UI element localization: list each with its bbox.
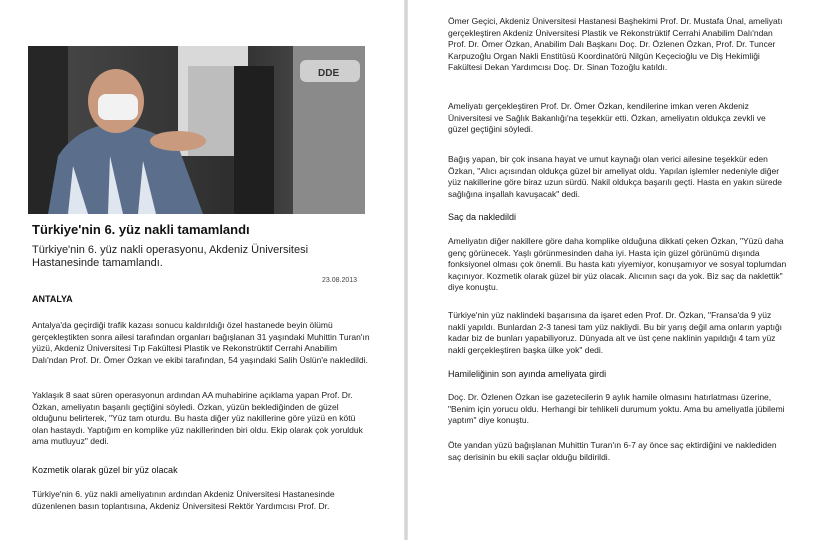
paragraph: Türkiye'nin yüz naklindeki başarısına da işaret eden Prof. Dr. Özkan, "Fransa'da 9 yüz nakli yapıldı. Bunlardan 2-3 tanesi tam yüz nakliydi. Bu bir yarış değil ama onların yaptığı kadar biz de bunları yapabiliyoruz. Dünyada alt ve üst çene naklinin yapıldığı 4 tam yüz nakli gerçekleştiren başka ülke yok" dedi.: [448, 310, 783, 355]
paragraph: Doç. Dr. Özlenen Özkan ise gazetecilerin 9 aylık hamile olmasını hatırlatması üzerine, "Benim için yorucu oldu. Herhangi bir tehlikeli durumum yoktu. Ama bu ameliyatla jübilemi yaptım" diye konuştu.: [448, 392, 785, 425]
paragraph: Bağış yapan, bir çok insana hayat ve umut kaynağı olan verici ailesine teşekkür eden Özkan, "Alıcı açısından oldukça güzel bir ameliyat oldu. Yapılan işlemler nedeniyle diğer yüz nakillerine göre biraz uzun sürdü. Nakil oldukça başarılı geçti. Hasta en yakın sürede sağlığına inşallah kavuşacak" dedi.: [448, 154, 783, 199]
paragraph: Öte yandan yüzü bağışlanan Muhittin Turan'ın 6-7 ay önce saç ektirdiğini ve naklediden saç derisinin bu ekili saçlar olduğu bildirildi.: [448, 440, 777, 462]
patient-photo-illustration: [28, 46, 365, 214]
paragraph: Ameliyatı gerçekleştiren Prof. Dr. Ömer Özkan, kendilerine imkan veren Akdeniz Üniversitesi ve Sağlık Bakanlığı'na teşekkür etti. Özkan, ameliyatın oldukça zevkli ve güzel geçtiğini söyledi.: [448, 101, 766, 134]
paragraph: Türkiye'nin 6. yüz nakli ameliyatının ardından Akdeniz Üniversitesi Hastanesinde düzenlenen basın toplantısına, Akdeniz Üniversitesi Rektör Yardımcısı Prof. Dr.: [32, 489, 335, 511]
paragraph: Ömer Geçici, Akdeniz Üniversitesi Hastanesi Başhekimi Prof. Dr. Mustafa Ünal, ameliyatı gerçekleştiren Akdeniz Üniversitesi Plastik ve Rekonstrüktif Cerrahi Anabilim Dalı'ndan Prof. Dr. Ömer Özkan, Anabilim Dalı Başkanı Doç. Dr. Özlenen Özkan, Prof. Dr. Tuncer Karpuzoğlu Organ Nakli Enstitüsü Koordinatörü Nilgün Keçecioğlu ve Diş Hekimliği Fakültesi Dekan Yardımcısı Doç. Dr. Sinan Tozoğlu katıldı.: [448, 16, 783, 72]
section-heading: Saç da nakledildi: [448, 212, 517, 222]
car-logo-text: DDE: [318, 68, 340, 79]
article-title: Türkiye'nin 6. yüz nakli tamamlandı: [32, 222, 250, 237]
paragraph: Yaklaşık 8 saat süren operasyonun ardından AA muhabirine açıklama yapan Prof. Dr. Özkan, ameliyatın başarılı geçtiğini söyledi. Özkan, yüzün beklediğinden de güzel olduğunu belirterek, "Yüz tam oturdu. Bu hasta diğer yüz nakillerine göre yüzü en kötü olan hastaydı. Yaptığım en komplike yüz nakillerinden biri oldu. Ekip olarak çok yorulduk ama mutluyuz" dedi.: [32, 390, 363, 446]
section-heading: Kozmetik olarak güzel bir yüz olacak: [32, 465, 178, 475]
article-date: 23.08.2013: [322, 277, 358, 284]
paragraph: Antalya'da geçirdiği trafik kazası sonucu kaldırıldığı özel hastanede beyin ölümü gerçekleştikten sonra ailesi tarafından organları bağışlanan 31 yaşındaki Muhittin Turan'ın yüzü, Akdeniz Üniversitesi Tıp Fakültesi Plastik ve Rekonstrüktif Cerrahi Anabilim Dalı'ndan Prof. Dr. Ömer Özkan ve ekibi tarafından, 54 yaşındaki Salih Üslün'e nakledildi.: [32, 320, 370, 365]
paragraph: Ameliyatın diğer nakillere göre daha komplike olduğuna dikkati çeken Özkan, "Yüzü daha genç görünecek. Yaşlı görünmesinden daha iyi. Hasta için güzel görünümü dışında fonksiyonel olması çok önemli. Bu hasta katı yiyemiyor, konuşamıyor ve sosyal toplumdan kaçınıyor. Kozmetik olarak güzel bir yüz olacak. Alıcının saçı da yok. Biz saç da naklettik" diye konuştu.: [448, 236, 787, 292]
article-subtitle: Türkiye'nin 6. yüz nakli operasyonu, Akdeniz Üniversitesi Hastanesinde tamamlandı.: [32, 244, 309, 269]
section-heading: Hamileliğinin son ayında ameliyata girdi: [448, 369, 607, 379]
article-photo: [28, 46, 365, 214]
right-page: [408, 0, 813, 540]
article-location: ANTALYA: [32, 294, 73, 304]
left-page: [0, 0, 405, 540]
